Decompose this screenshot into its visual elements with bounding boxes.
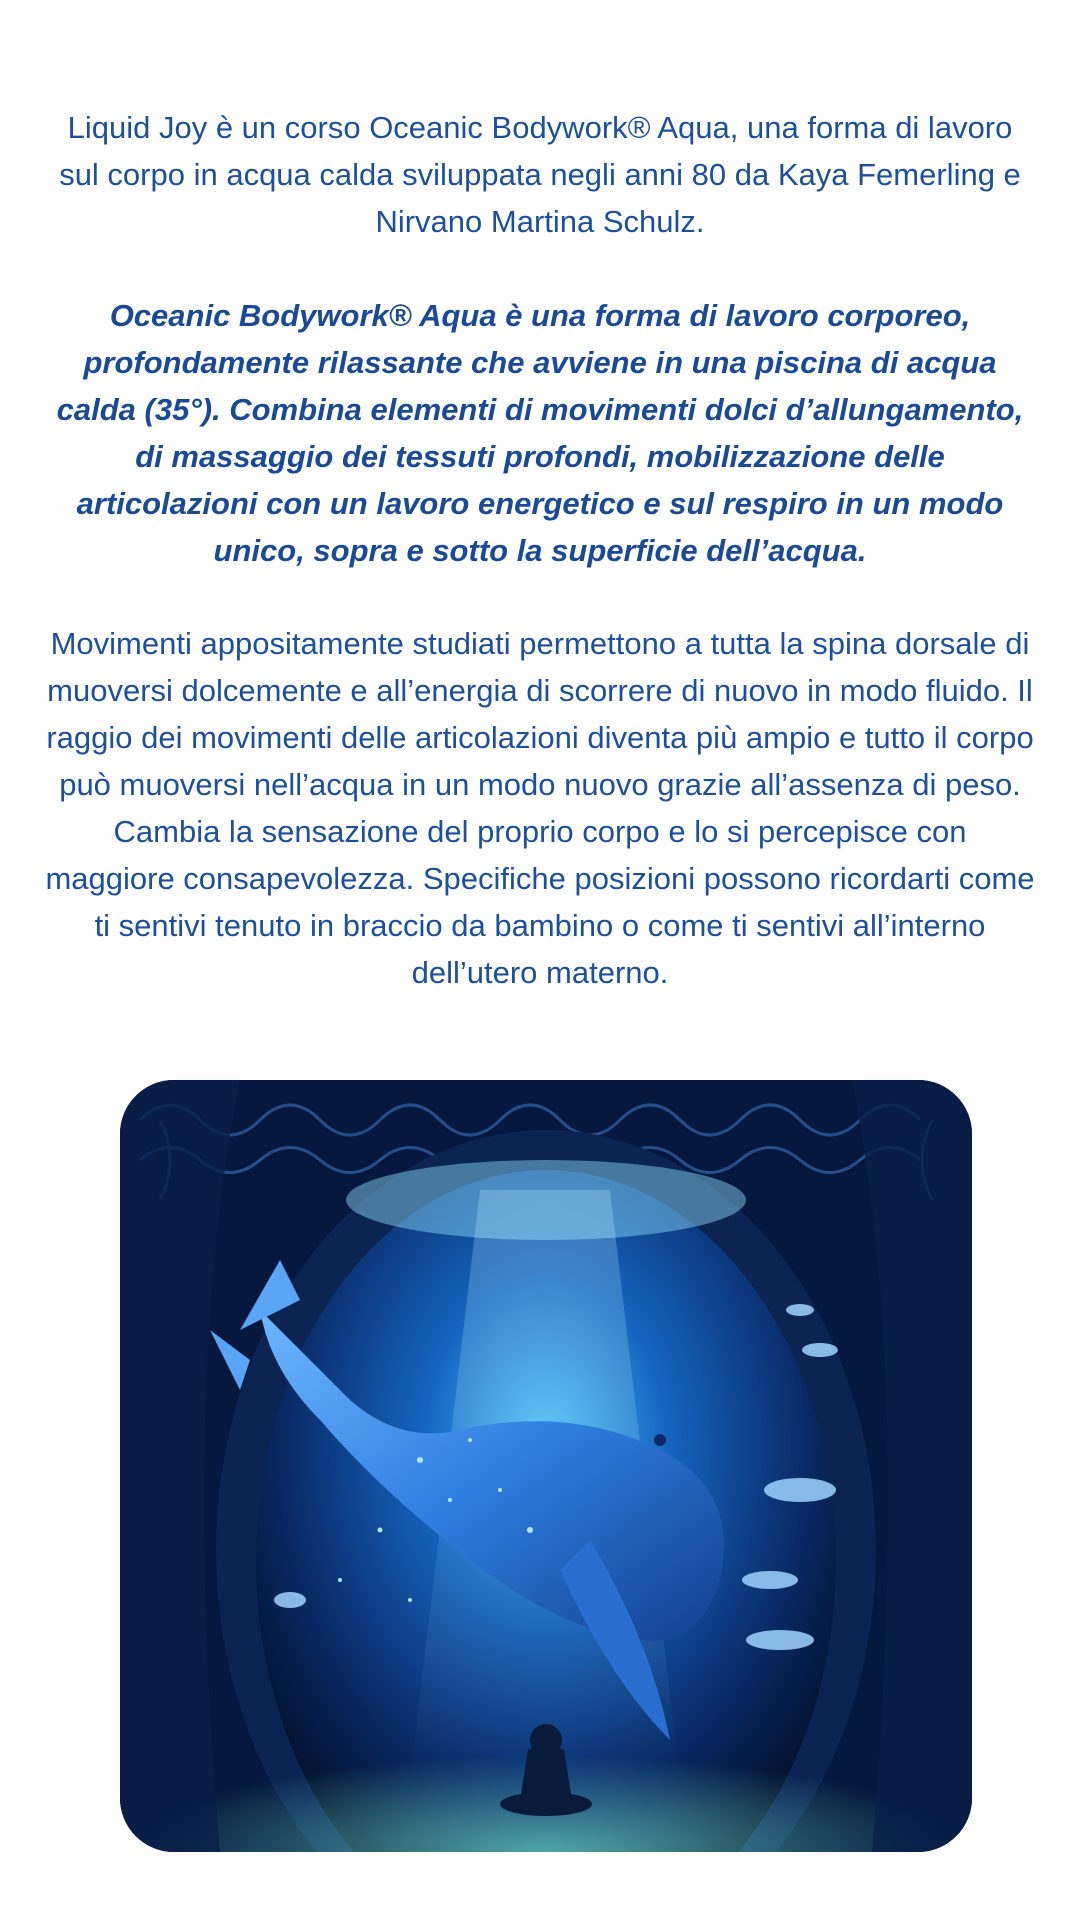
- body-paragraph: Movimenti appositamente studiati permettono a tutta la spina dorsale di muoversi dolcemente e all’energia di scorrere di nuovo in modo fluido. Il raggio dei movimenti delle articolazioni diventa più ampio e tutto il corpo può muoversi nell’acqua in un modo nuovo grazie all’assenza di peso. Cambia la sensazione del proprio corpo e lo si percepisce con maggiore consapevolezza. Specifiche posizioni possono ricordarti come ti sentivi tenuto in braccio da bambino o come ti sentivi all’interno dell’utero materno.: [45, 626, 1035, 990]
- whale-illustration-art: [120, 1080, 972, 1852]
- intro-paragraph: Liquid Joy è un corso Oceanic Bodywork® Aqua, una forma di lavoro sul corpo in acqua calda sviluppata negli anni 80 da Kaya Femerling e Nirvano Martina Schulz.: [59, 110, 1021, 239]
- whale-illustration-image: [120, 1080, 972, 1852]
- highlight-paragraph: Oceanic Bodywork® Aqua è una forma di lavoro corporeo, profondamente rilassante che avviene in una piscina di acqua calda (35°). Combina elementi di movimenti dolci d’allungamento, di massaggio dei tessuti profondi, mobilizzazione delle articolazioni con un lavoro energetico e sul respiro in un modo unico, sopra e sotto la superficie dell’acqua.: [56, 298, 1024, 568]
